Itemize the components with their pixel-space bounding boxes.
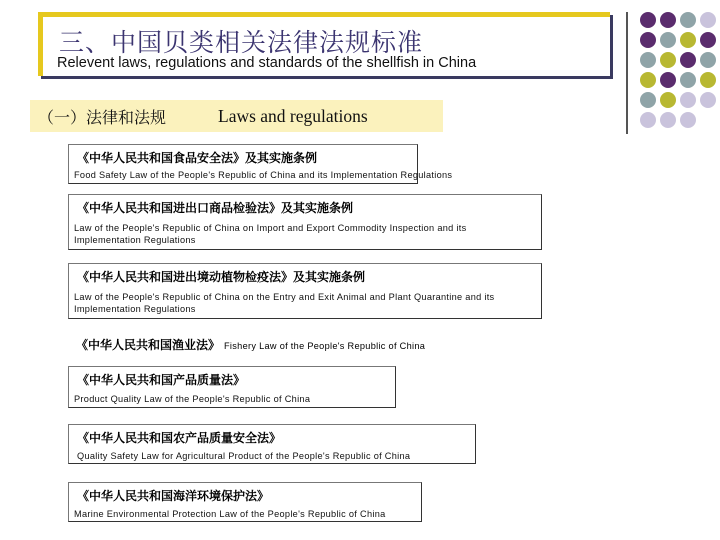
law-title-en: Marine Environmental Protection Law of the People's Republic of China (74, 509, 386, 519)
dot-purple (680, 52, 696, 68)
law-item-marine-environment (68, 482, 422, 522)
law-item-quarantine (68, 263, 542, 319)
dot-gray (660, 32, 676, 48)
law-title-en: Law of the People's Republic of China on Import and Export Commodity Inspection and its Implementation Regulations (74, 223, 467, 245)
law-title-en: Law of the People's Republic of China on the Entry and Exit Animal and Plant Quarantine and its Implementation Regulations (74, 292, 495, 314)
dot-olive (660, 52, 676, 68)
dot-lilac (640, 112, 656, 128)
section-title-cn: （一）法律和法规 (38, 108, 167, 127)
section-title-en: Laws and regulations (218, 106, 368, 126)
law-title-cn: 《中华人民共和国产品质量法》 (77, 373, 246, 387)
slide-title-cn: 三、中国贝类相关法律法规标准 (59, 28, 424, 57)
section-heading (30, 100, 443, 132)
slide-title-box (38, 12, 610, 76)
dot-gray (680, 72, 696, 88)
law-title-en: Quality Safety Law for Agricultural Product of the People's Republic of China (77, 451, 411, 461)
law-title-cn: 《中华人民共和国进出口商品检验法》及其实施条例 (77, 201, 354, 215)
decorative-dot-grid (640, 12, 716, 142)
dot-gray (700, 52, 716, 68)
dot-lilac (700, 12, 716, 28)
law-title-en: Product Quality Law of the People's Republic of China (74, 394, 311, 404)
decorative-divider (626, 12, 628, 134)
law-title-cn: 《中华人民共和国海洋环境保护法》 (77, 489, 270, 503)
law-title-cn: 《中华人民共和国农产品质量安全法》 (77, 431, 282, 445)
dot-lilac (680, 92, 696, 108)
dot-gray (640, 52, 656, 68)
dot-lilac (660, 112, 676, 128)
dot-gray (640, 92, 656, 108)
law-item-agricultural-quality (68, 424, 476, 464)
dot-olive (680, 32, 696, 48)
dot-purple (660, 72, 676, 88)
dot-lilac (680, 112, 696, 128)
law-title-cn: 《中华人民共和国食品安全法》及其实施条例 (77, 151, 318, 165)
dot-lilac (700, 92, 716, 108)
law-item-import-export-inspection (68, 194, 542, 250)
dot-olive (660, 92, 676, 108)
law-item-food-safety (68, 144, 453, 184)
law-item-fishery (68, 330, 488, 356)
law-title-en: Fishery Law of the People's Republic of China (224, 341, 426, 351)
dot-purple (640, 32, 656, 48)
dot-olive (700, 72, 716, 88)
law-item-product-quality (68, 366, 396, 408)
slide-title-en: Relevent laws, regulations and standards of the shellfish in China (57, 55, 477, 71)
law-title-en: Food Safety Law of the People's Republic of China and its Implementation Regulations (74, 170, 453, 180)
dot-gray (680, 12, 696, 28)
dot-purple (640, 12, 656, 28)
dot-purple (700, 32, 716, 48)
law-title-cn: 《中华人民共和国渔业法》 (76, 338, 221, 352)
dot-olive (640, 72, 656, 88)
law-title-cn: 《中华人民共和国进出境动植物检疫法》及其实施条例 (77, 270, 366, 284)
dot-purple (660, 12, 676, 28)
